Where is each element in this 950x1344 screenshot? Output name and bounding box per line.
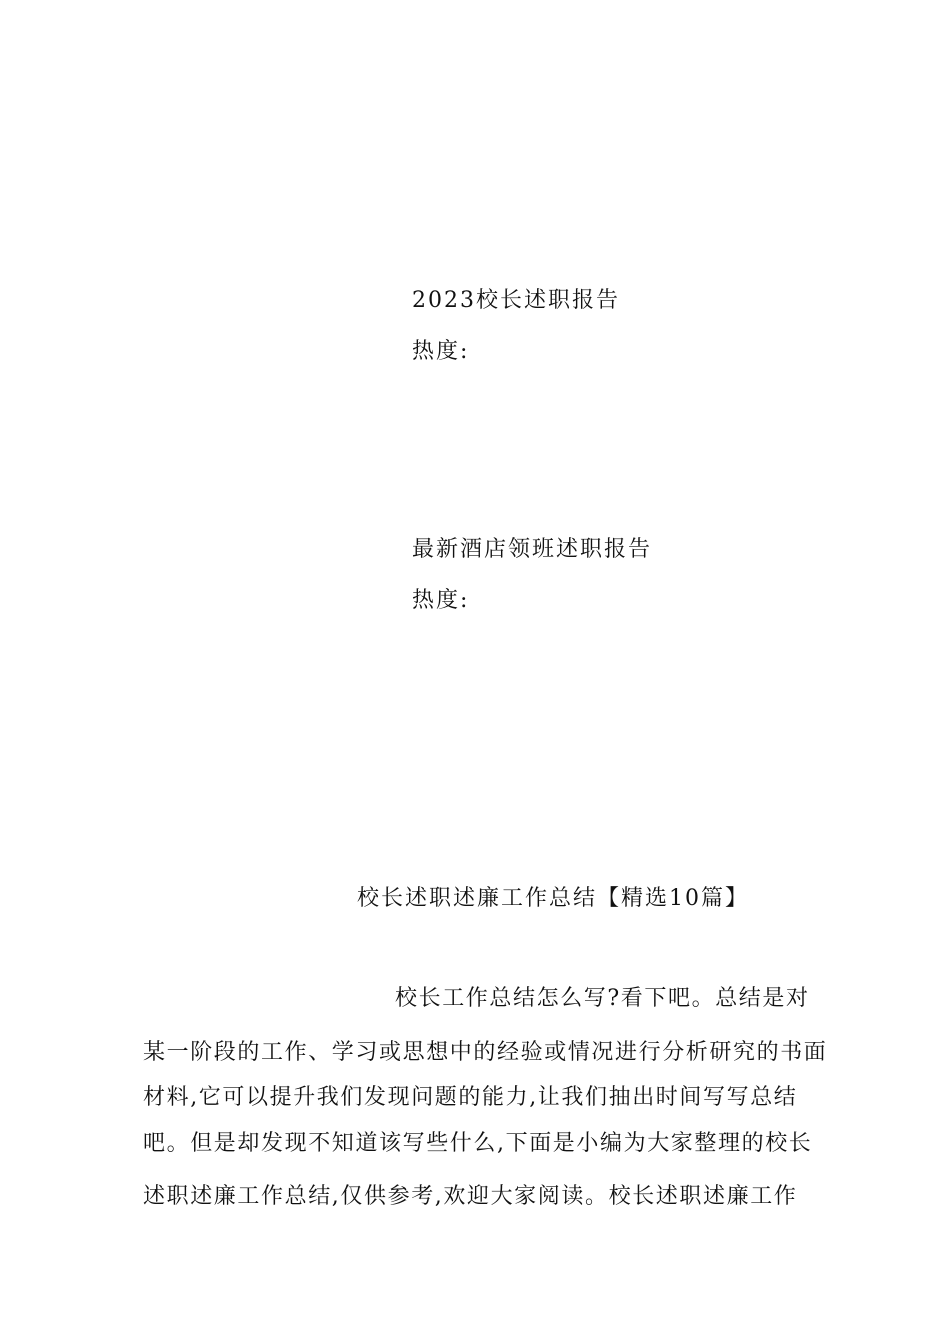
related-heat-label-2: 热度: bbox=[412, 588, 470, 613]
related-heat-label-1: 热度: bbox=[412, 339, 470, 364]
paragraph-line: 材料,它可以提升我们发现问题的能力,让我们抽出时间写写总结 bbox=[143, 1085, 798, 1110]
paragraph-line: 述职述廉工作总结,仅供参考,欢迎大家阅读。校长述职述廉工作 bbox=[143, 1184, 798, 1209]
paragraph-line: 校长工作总结怎么写?看下吧。总结是对 bbox=[395, 986, 810, 1011]
document-title: 校长述职述廉工作总结【精选10篇】 bbox=[357, 886, 749, 911]
paragraph-line: 某一阶段的工作、学习或思想中的经验或情况进行分析研究的书面 bbox=[143, 1040, 828, 1065]
paragraph-line: 吧。但是却发现不知道该写些什么,下面是小编为大家整理的校长 bbox=[143, 1131, 813, 1156]
related-title-2[interactable]: 最新酒店领班述职报告 bbox=[412, 537, 653, 562]
related-title-1[interactable]: 2023校长述职报告 bbox=[412, 288, 620, 313]
